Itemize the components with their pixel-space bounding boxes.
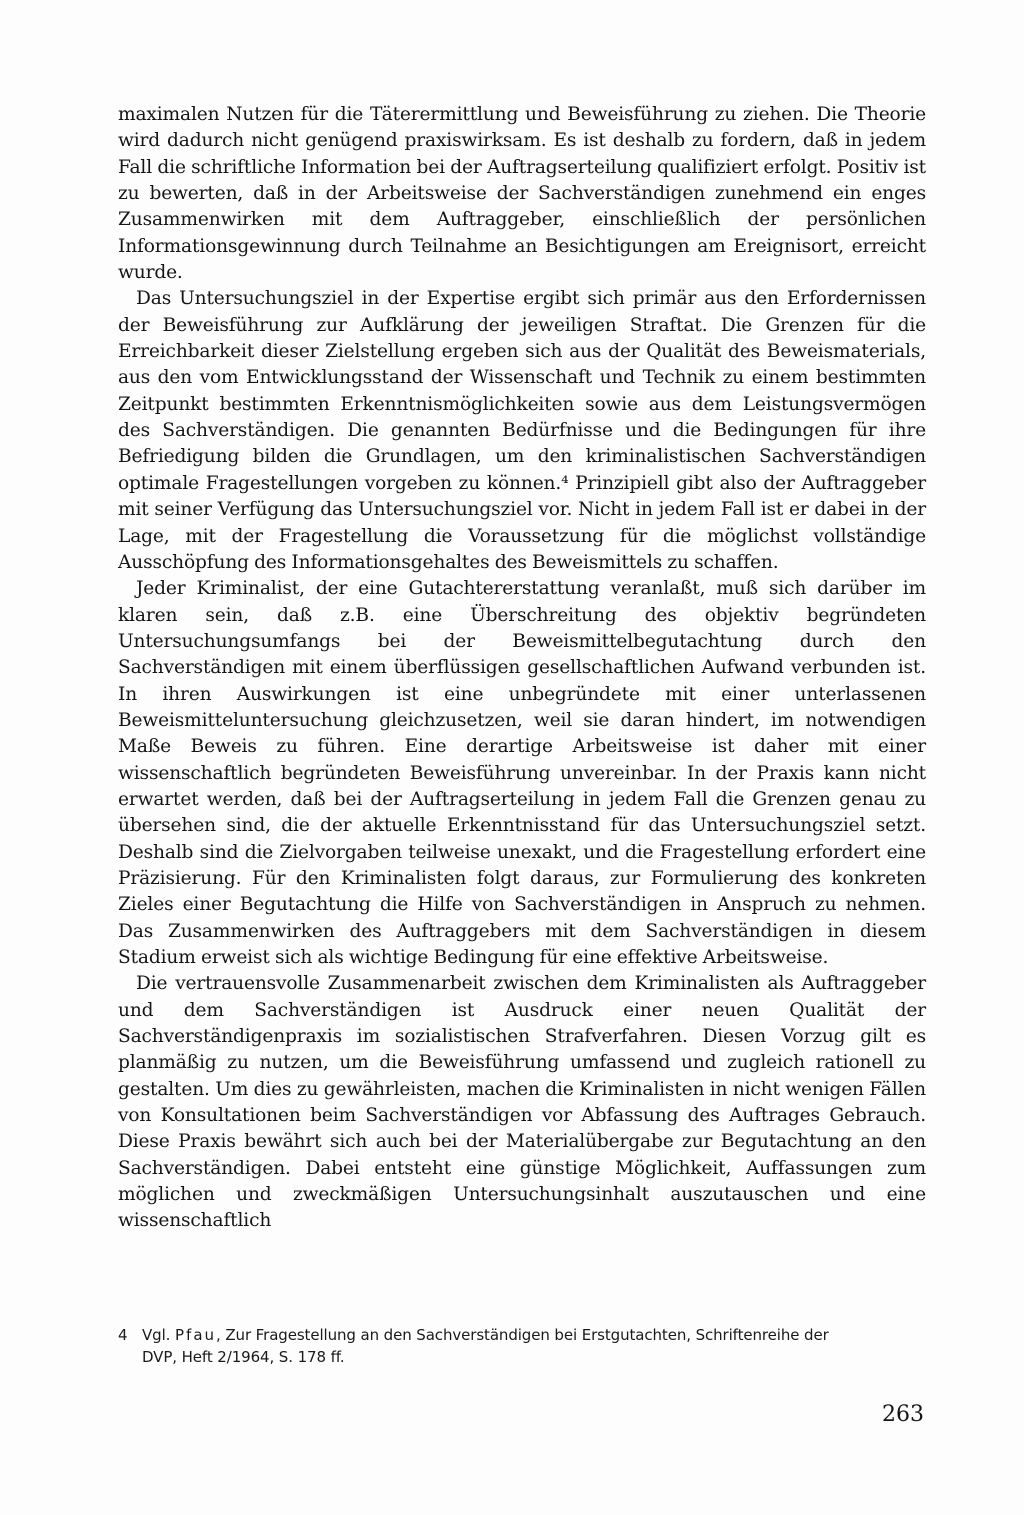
footnote-citation: , Zur Fragestellung an den Sachverständigen bei Erstgutachten, Schriftenreihe der: [216, 1326, 829, 1344]
paragraph-1: maximalen Nutzen für die Täterermittlung und Beweisführung zu ziehen. Die Theorie wird dadurch nicht genügend praxiswirksam. Es ist deshalb zu fordern, daß in jedem Fall die schriftliche Information bei der Auftragserteilung qualifiziert erfolgt. Positiv ist zu bewerten, daß in der Arbeitsweise der Sachverständigen zunehmend ein enges Zusammenwirken mit dem Auftraggeber, einschließlich der persönlichen Informationsgewinnung durch Teilnahme an Besichtigungen am Ereignisort, erreicht wurde.: [118, 104, 926, 284]
footnote-number: 4: [118, 1326, 128, 1344]
paragraph-4: Die vertrauensvolle Zusammenarbeit zwischen dem Kriminalisten als Auftraggeber und dem Sachverständigen ist Ausdruck einer neuen Qualität der Sachverständigenpraxis im sozialistischen Strafverfahren. Diesen Vorzug gilt es planmäßig zu nutzen, um die Beweisführung umfassend und zugleich rationell zu gestalten. Um dies zu gewährleisten, machen die Kriminalisten in nicht wenigen Fällen von Konsultationen beim Sachverständigen vor Abfassung des Auftrages Gebrauch. Diese Praxis bewährt sich auch bei der Materialübergabe zur Begutachtung an den Sachverständigen. Dabei entsteht eine günstige Möglichkeit, Auffassungen zum möglichen und zweckmäßigen Untersuchungsinhalt auszutauschen und eine wissenschaftlich: [118, 973, 926, 1232]
footnote-line-1: [118, 1324, 926, 1346]
footnote-prefix: Vgl.: [142, 1326, 171, 1344]
paragraph-2: Das Untersuchungsziel in der Expertise ergibt sich primär aus den Erfordernissen der Beweisführung zur Aufklärung der jeweiligen Straftat. Die Grenzen für die Erreichbarkeit dieser Zielstellung ergeben sich aus der Qualität des Beweismaterials, aus den vom Entwicklungsstand der Wissenschaft und Technik zu einem bestimmten Zeitpunkt bestimmten Erkenntnismöglichkeiten sowie aus dem Leistungsvermögen des Sachverständigen. Die genannten Bedürfnisse und die Bedingungen für ihre Befriedigung bilden die Grundlagen, um den kriminalistischen Sachverständigen optimale Fragestellungen vorgeben zu können.⁴ Prinzipiell gibt also der Auftraggeber mit seiner Verfügung das Untersuchungsziel vor. Nicht in jedem Fall ist er dabei in der Lage, mit der Fragestellung die Voraussetzung für die möglichst vollständige Ausschöpfung des Informationsgehaltes des Beweismittels zu schaffen.: [118, 288, 926, 573]
footnote-line-2: DVP, Heft 2/1964, S. 178 ff.: [142, 1348, 345, 1366]
footnote-author: Pfau: [175, 1326, 217, 1344]
footnote: [118, 1324, 926, 1368]
paragraph-3: Jeder Kriminalist, der eine Gutachtererstattung veranlaßt, muß sich darüber im klaren sein, daß z.B. eine Überschreitung des objektiv begründeten Untersuchungsumfangs bei der Beweismittelbegutachtung durch den Sachverständigen mit einem überflüssigen gesellschaftlichen Aufwand verbunden ist. In ihren Auswirkungen ist eine unbegründete mit einer unterlassenen Beweismitteluntersuchung gleichzusetzen, weil sie daran hindert, im notwendigen Maße Beweis zu führen. Eine derartige Arbeitsweise ist daher mit einer wissenschaftlich begründeten Beweisführung unvereinbar. In der Praxis kann nicht erwartet werden, daß bei der Auftragserteilung in jedem Fall die Grenzen genau zu übersehen sind, die der aktuelle Erkenntnisstand für das Untersuchungsziel setzt. Deshalb sind die Zielvorgaben teilweise unexakt, und die Fragestellung erfordert eine Präzisierung. Für den Kriminalisten folgt daraus, zur Formulierung des konkreten Zieles einer Begutachtung die Hilfe von Sachverständigen in Anspruch zu nehmen. Das Zusammenwirken des Auftraggebers mit dem Sachverständigen in diesem Stadium erweist sich als wichtige Bedingung für eine effektive Arbeitsweise.: [118, 578, 926, 968]
body-text: [118, 102, 926, 1235]
page-number: 263: [882, 1402, 924, 1427]
